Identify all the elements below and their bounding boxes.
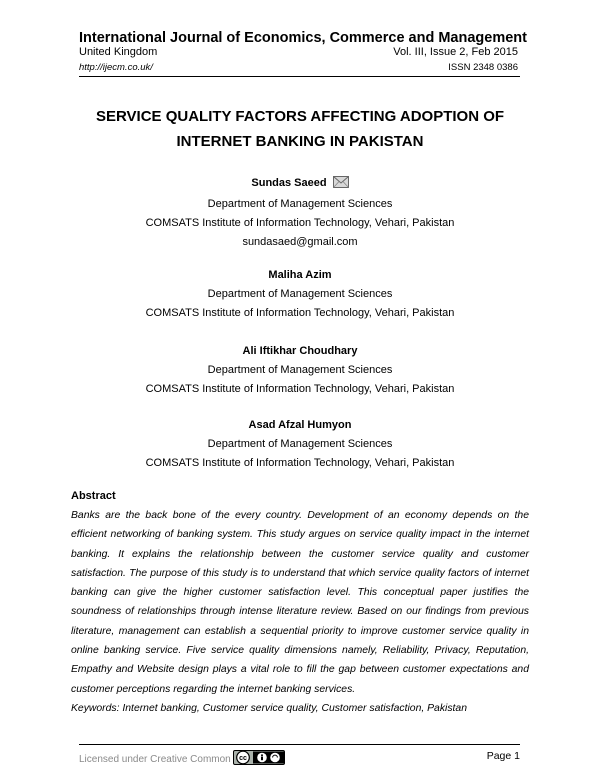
journal-country: United Kingdom [79, 46, 158, 58]
mail-envelope-icon[interactable] [333, 176, 349, 195]
header-row-2 [79, 62, 518, 73]
author-institute: COMSATS Institute of Information Technology, Vehari, Pakistan [145, 217, 455, 229]
header-divider [79, 76, 520, 77]
cc-badge-text: cc [238, 755, 247, 763]
header-row-1 [79, 46, 518, 58]
author-name: Sundas Saeed [251, 177, 327, 189]
author-block-1 [60, 174, 540, 252]
keywords: Keywords: Internet banking, Customer service quality, Customer satisfaction, Pakistan [71, 702, 467, 714]
author-email[interactable]: sundasaed@gmail.com [242, 236, 358, 248]
journal-title: International Journal of Economics, Commerce and Management [79, 30, 527, 46]
footer-license [79, 750, 285, 768]
author-name: Maliha Azim [268, 269, 332, 281]
paper-title [60, 104, 540, 154]
author-institute: COMSATS Institute of Information Technology, Vehari, Pakistan [145, 307, 455, 319]
abstract-body: Banks are the back bone of the every country. Development of an economy depends on the efficient networking of banking system. This study argues on service quality impact in the internet banking. It explains the relationship between the customer service quality and customer satisfaction. The purpose of this study is to understand that which service quality factors of internet banking can give the higher customer satisfaction level. This conceptual paper justifies the soundness of relationships through intense literature review. Based on our findings from previous literature, management can establish a sequential priority to improve customer service quality in online banking service. Five service quality dimensions namely, Reliability, Privacy, Reputation, Empathy and Website design plays a vital role to fill the gap between customer expectations and customer perceptions regarding the internet banking services. [71, 510, 529, 695]
author-block-4 [60, 416, 540, 473]
issn: ISSN 2348 0386 [448, 62, 518, 73]
abstract-heading: Abstract [71, 490, 116, 502]
paper-title-line-2: INTERNET BANKING IN PAKISTAN [176, 133, 424, 150]
journal-url[interactable]: http://ijecm.co.uk/ [79, 62, 153, 73]
author-block-2 [60, 266, 540, 323]
author-block-3 [60, 342, 540, 399]
author-department: Department of Management Sciences [207, 288, 393, 300]
paper-title-line-1: SERVICE QUALITY FACTORS AFFECTING ADOPTION OF [95, 108, 505, 125]
abstract-section [71, 488, 529, 717]
author-institute: COMSATS Institute of Information Technology, Vehari, Pakistan [145, 457, 455, 469]
volume-issue: Vol. III, Issue 2, Feb 2015 [393, 46, 518, 58]
author-department: Department of Management Sciences [207, 198, 393, 210]
author-institute: COMSATS Institute of Information Technology, Vehari, Pakistan [145, 383, 455, 395]
footer-divider [79, 744, 520, 745]
creative-commons-badge-icon[interactable] [233, 750, 285, 768]
author-name: Ali Iftikhar Choudhary [242, 345, 358, 357]
author-name: Asad Afzal Humyon [248, 419, 352, 431]
license-text: Licensed under Creative Common [79, 753, 231, 765]
author-department: Department of Management Sciences [207, 438, 393, 450]
page-number: Page 1 [486, 750, 520, 762]
author-department: Department of Management Sciences [207, 364, 393, 376]
